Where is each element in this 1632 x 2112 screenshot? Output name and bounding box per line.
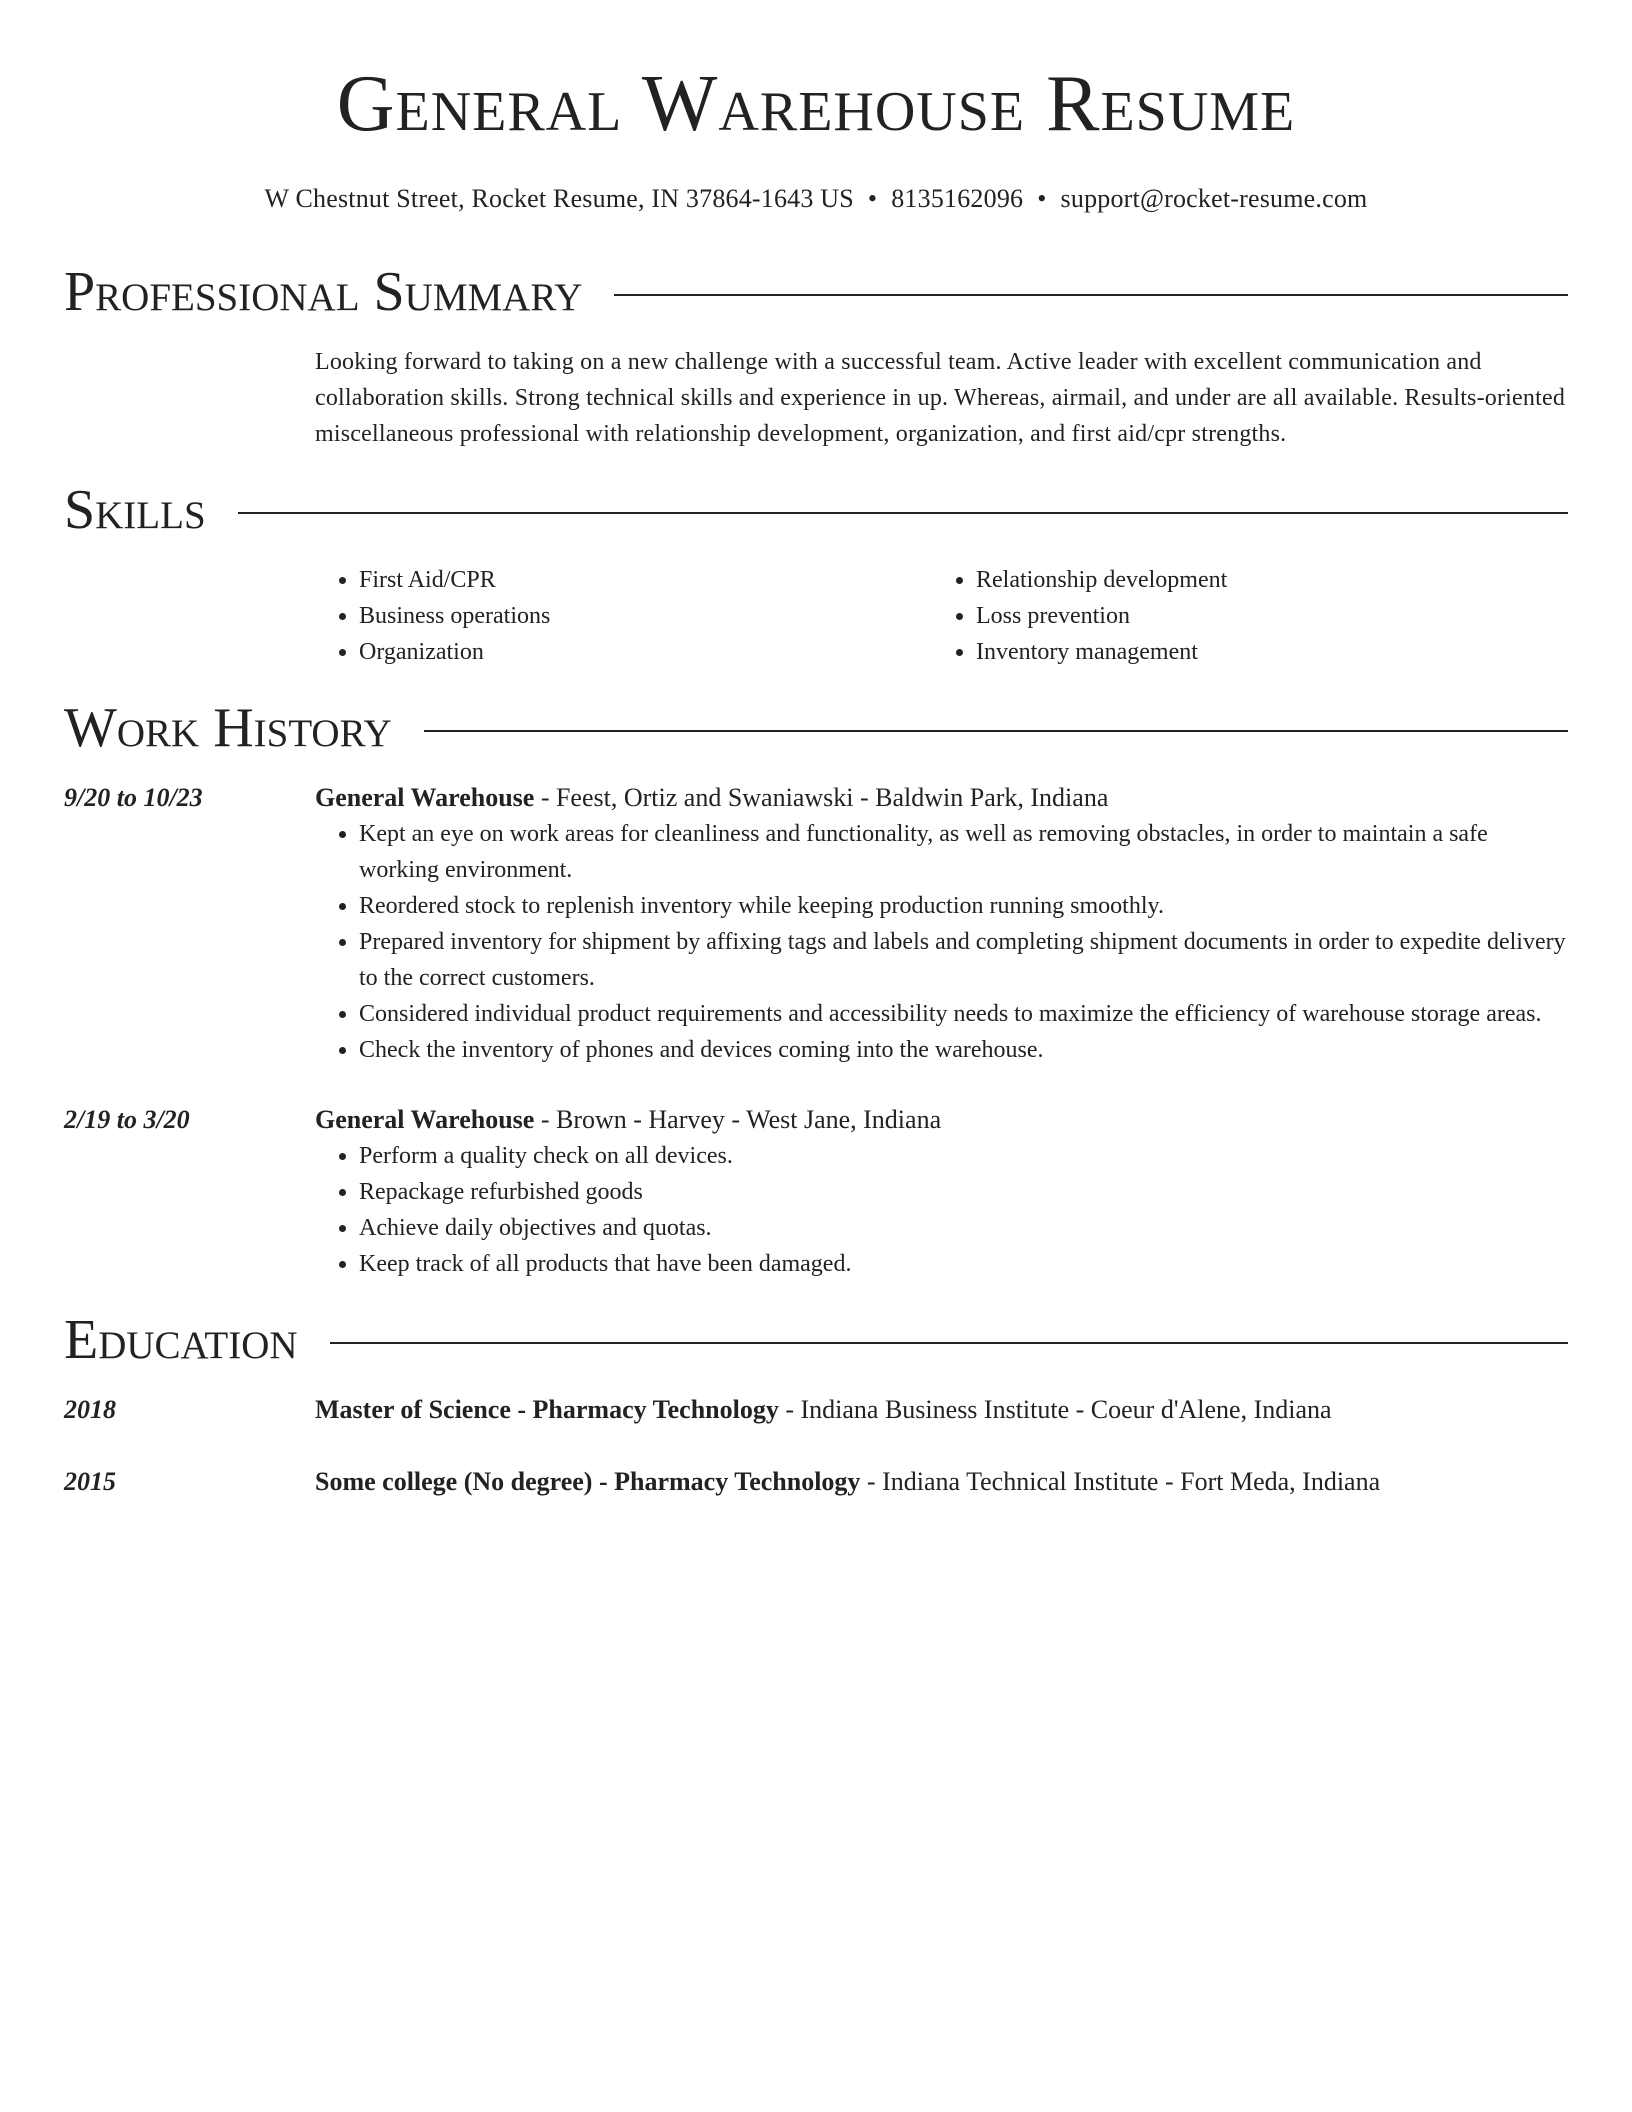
summary-section-header: [64, 260, 1568, 324]
job-main: [315, 1102, 1568, 1282]
contact-address: W Chestnut Street, Rocket Resume, IN 37864-1643 US: [264, 184, 854, 213]
skills-section-body: [315, 562, 1568, 670]
job-role: General Warehouse: [315, 1105, 535, 1134]
job-heading: [315, 780, 1568, 816]
job-bullet: • Considered individual product requirements and accessibility needs to maximize the efficiency of warehouse storage areas.: [359, 996, 1568, 1032]
section-divider: [424, 730, 1568, 732]
skills-section-title: Skills: [64, 479, 206, 541]
education-section-header: [64, 1308, 1568, 1372]
resume-page: [64, 0, 1568, 1500]
contact-email: support@rocket-resume.com: [1060, 184, 1368, 213]
work-history-list: [64, 780, 1568, 1282]
education-degree: Some college (No degree) - Pharmacy Technology: [315, 1467, 861, 1496]
education-heading: [315, 1464, 1568, 1500]
work-section-title: Work History: [64, 697, 392, 759]
skill-item: • Loss prevention: [976, 598, 1568, 634]
job-bullet: • Kept an eye on work areas for cleanliness and functionality, as well as removing obstacles, in order to maintain a safe working environment.: [359, 816, 1568, 888]
section-divider: [238, 512, 1568, 514]
contact-phone: 8135162096: [891, 184, 1024, 213]
job-heading: [315, 1102, 1568, 1138]
job-bullet: • Repackage refurbished goods: [359, 1174, 1568, 1210]
job-bullet: • Achieve daily objectives and quotas.: [359, 1210, 1568, 1246]
education-entry: [64, 1392, 1568, 1428]
skills-section-header: [64, 478, 1568, 542]
job-entry: [64, 1102, 1568, 1282]
contact-separator: •: [867, 184, 878, 213]
summary-text: Looking forward to taking on a new challenge with a successful team. Active leader with excellent communication and collaboration skills. Strong technical skills and experience in up. Whereas, airmail, and under are all available. Results-oriented miscellaneous professional with relationship development, organization, and first aid/cpr strengths.: [315, 349, 1566, 447]
job-role: General Warehouse: [315, 783, 535, 812]
education-year: 2015: [64, 1467, 116, 1496]
skill-item: • Business operations: [359, 598, 932, 634]
summary-section-title: Professional Summary: [64, 261, 583, 323]
education-main: [315, 1392, 1568, 1428]
section-divider: [330, 1342, 1568, 1344]
education-details: - Indiana Technical Institute - Fort Meda, Indiana: [860, 1467, 1381, 1496]
work-section-header: [64, 696, 1568, 760]
skills-grid: [315, 562, 1568, 670]
education-section-title: Education: [64, 1309, 298, 1371]
resume-title: General Warehouse Resume: [336, 60, 1296, 148]
contact-line: [64, 182, 1568, 216]
job-bullet: • Perform a quality check on all devices.: [359, 1138, 1568, 1174]
skill-item: • Inventory management: [976, 634, 1568, 670]
job-details: - Brown - Harvey - West Jane, Indiana: [534, 1105, 942, 1134]
job-bullet: • Reordered stock to replenish inventory while keeping production running smoothly.: [359, 888, 1568, 924]
job-details: - Feest, Ortiz and Swaniawski - Baldwin Park, Indiana: [534, 783, 1109, 812]
skills-list-left: [315, 562, 932, 670]
job-dates: 9/20 to 10/23: [64, 783, 203, 812]
job-bullets: [315, 1138, 1568, 1282]
job-main: [315, 780, 1568, 1068]
job-bullets: [315, 816, 1568, 1068]
summary-section-body: [315, 344, 1568, 452]
education-heading: [315, 1392, 1568, 1428]
job-bullet: • Keep track of all products that have been damaged.: [359, 1246, 1568, 1282]
skills-list-right: [932, 562, 1568, 670]
education-details: - Indiana Business Institute - Coeur d'Alene, Indiana: [778, 1395, 1332, 1424]
education-entry: [64, 1464, 1568, 1500]
section-divider: [614, 294, 1568, 296]
job-bullet: • Check the inventory of phones and devices coming into the warehouse.: [359, 1032, 1568, 1068]
job-dates: 2/19 to 3/20: [64, 1105, 190, 1134]
education-main: [315, 1464, 1568, 1500]
skill-item: • First Aid/CPR: [359, 562, 932, 598]
skill-item: • Relationship development: [976, 562, 1568, 598]
education-list: [64, 1392, 1568, 1500]
contact-separator: •: [1037, 184, 1047, 213]
education-year: 2018: [64, 1395, 116, 1424]
job-entry: [64, 780, 1568, 1068]
skill-item: • Organization: [359, 634, 932, 670]
job-bullet: • Prepared inventory for shipment by affixing tags and labels and completing shipment documents in order to expedite delivery to the correct customers.: [359, 924, 1568, 996]
education-degree: Master of Science - Pharmacy Technology: [315, 1395, 779, 1424]
